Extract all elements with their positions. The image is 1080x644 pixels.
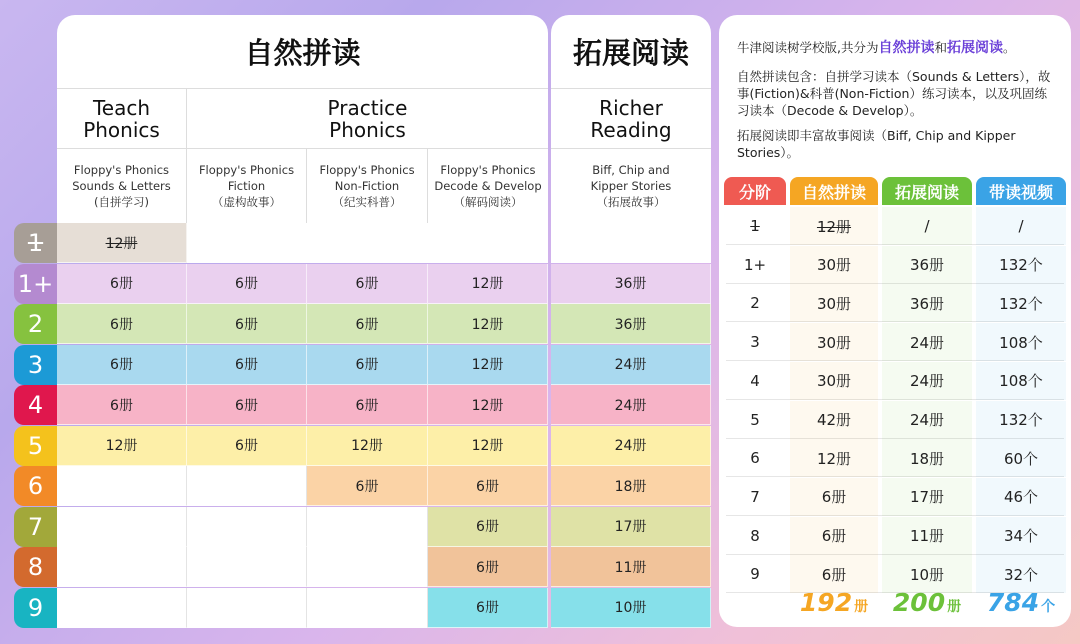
summary-cell: 9 [750, 565, 760, 584]
summary-cell: 60个 [976, 439, 1066, 477]
book-line: （纪实科普） [332, 195, 402, 209]
book-line: （拓展故事） [596, 195, 666, 209]
total-number: 192 [799, 588, 853, 617]
intro-highlight-natural: 自然拼读 [878, 40, 935, 56]
col-header-video: 带读视频 [976, 177, 1066, 205]
book-line: Decode & Develop [434, 179, 542, 193]
level-cell: 12册 [428, 385, 548, 425]
level-badge: 9 [14, 588, 57, 628]
summary-cell: / [976, 207, 1066, 245]
level-cell [187, 466, 307, 506]
extended-reading-header-card [551, 15, 711, 223]
summary-cell: 6 [750, 449, 760, 468]
level-cell [57, 588, 187, 628]
summary-cell: 32个 [976, 555, 1066, 593]
summary-cell: 11册 [882, 517, 972, 555]
book-line: Kipper Stories [590, 179, 672, 193]
level-cell: 6册 [307, 264, 428, 304]
level-cell: 6册 [307, 304, 428, 344]
level-row [14, 426, 711, 466]
level-cell: 6册 [307, 466, 428, 506]
summary-cell: 18册 [882, 439, 972, 477]
level-cell: 12册 [428, 345, 548, 385]
level-cell: 6册 [187, 426, 307, 466]
book-line: Floppy's Phonics [73, 163, 170, 177]
level-row [14, 507, 711, 547]
extended-reading-title: 拓展阅读 [551, 15, 711, 89]
level-cell [187, 223, 307, 263]
level-badge: 4 [14, 385, 57, 425]
book-line: (自拼学习) [94, 195, 149, 209]
total-number: 784 [986, 588, 1040, 617]
level-cell: 36册 [551, 264, 711, 304]
level-cell: 10册 [551, 588, 711, 628]
summary-cell: 7 [750, 487, 760, 506]
total-unit: 个 [1041, 599, 1056, 615]
book-line: Sounds & Letters [72, 179, 171, 193]
book-sounds-letters [57, 149, 187, 223]
book-biff-chip-kipper [551, 149, 711, 223]
summary-cell: 30册 [790, 362, 878, 400]
summary-cell: 42册 [790, 401, 878, 439]
intro-highlight-extended: 拓展阅读 [947, 40, 1003, 56]
level-cell: 24册 [551, 385, 711, 425]
summary-cell: 8 [750, 526, 760, 545]
level-row [14, 304, 711, 344]
level-cell: 6册 [307, 345, 428, 385]
practice-phonics-header [187, 89, 548, 149]
summary-cell: 6册 [790, 478, 878, 516]
natural-phonics-header-card [57, 15, 548, 223]
level-cell: 12册 [57, 223, 187, 263]
level-badge: 2 [14, 304, 57, 344]
level-cell [187, 547, 307, 587]
book-line: Floppy's Phonics [198, 163, 295, 177]
summary-cell: 1 [750, 217, 760, 235]
level-cell: 6册 [57, 264, 187, 304]
total-number: 200 [892, 588, 946, 617]
level-cell [307, 588, 428, 628]
summary-row [726, 362, 1064, 400]
total-natural [790, 588, 878, 620]
level-cell: 6册 [428, 507, 548, 547]
level-row [14, 547, 711, 587]
level-row [14, 588, 711, 628]
book-fiction [187, 149, 307, 223]
practice-line2: Phonics [329, 117, 406, 142]
level-cell: 12册 [428, 264, 548, 304]
extended-description: 拓展阅读即丰富故事阅读（Biff, Chip and Kipper Stories）。 [737, 128, 1016, 160]
summary-cell: 36册 [882, 246, 972, 284]
level-cell [57, 547, 187, 587]
level-cell: 36册 [551, 304, 711, 344]
summary-panel [719, 15, 1071, 627]
natural-phonics-title: 自然拼读 [57, 15, 548, 89]
level-row [14, 345, 711, 385]
level-badge: 1+ [14, 264, 57, 304]
summary-cell: 24册 [882, 323, 972, 361]
total-video [976, 588, 1066, 620]
intro-paragraph [737, 39, 1057, 57]
summary-cell: 6册 [790, 517, 878, 555]
summary-cell: 5 [750, 410, 760, 429]
book-line: Floppy's Phonics [319, 163, 415, 177]
level-row [14, 223, 711, 263]
summary-cell: 12册 [790, 207, 878, 245]
summary-row [726, 207, 1064, 245]
level-cell [551, 223, 711, 263]
summary-cell: 132个 [976, 246, 1066, 284]
level-cell [187, 507, 307, 547]
summary-cell: 36册 [882, 284, 972, 322]
teach-line1: Teach [92, 95, 151, 120]
total-unit: 册 [854, 599, 869, 615]
summary-cell: 17册 [882, 478, 972, 516]
book-line: Biff, Chip and [592, 163, 670, 177]
level-cell [307, 223, 428, 263]
richer-line1: Richer [599, 95, 663, 120]
practice-line1: Practice [327, 95, 408, 120]
level-badge: 7 [14, 507, 57, 547]
level-row [14, 385, 711, 425]
level-cell: 17册 [551, 507, 711, 547]
col-header-natural: 自然拼读 [790, 177, 878, 205]
summary-cell: 24册 [882, 401, 972, 439]
book-decode-develop [428, 149, 548, 223]
level-cell: 6册 [187, 345, 307, 385]
summary-cell: 46个 [976, 478, 1066, 516]
natural-description: 自然拼读包含：自拼学习读本（Sounds & Letters），故事(Fiction)&科普(Non-Fiction）练习读本，以及巩固练习读本（Decode & Develop）。 [737, 69, 1051, 118]
book-line: （解码阅读） [453, 195, 523, 209]
col-header-extended: 拓展阅读 [882, 177, 972, 205]
level-cell: 6册 [187, 385, 307, 425]
book-non-fiction [307, 149, 428, 223]
intro-text: 和 [934, 40, 947, 55]
richer-line2: Reading [590, 117, 672, 142]
summary-cell: 30册 [790, 284, 878, 322]
total-unit: 册 [947, 599, 962, 615]
summary-row [726, 517, 1064, 555]
summary-cell: 2 [750, 294, 760, 313]
summary-row [726, 401, 1064, 439]
level-badge: 3 [14, 345, 57, 385]
level-cell: 12册 [428, 426, 548, 466]
summary-row [726, 246, 1064, 284]
teach-line2: Phonics [83, 117, 160, 142]
col-header-level: 分阶 [724, 177, 786, 205]
summary-cell: 10册 [882, 555, 972, 593]
level-cell [428, 223, 548, 263]
level-row [14, 466, 711, 506]
intro-text: 。 [1003, 40, 1016, 55]
book-line: Floppy's Phonics [440, 163, 536, 177]
level-badge: 5 [14, 426, 57, 466]
level-badge: 6 [14, 466, 57, 506]
level-cell: 6册 [57, 385, 187, 425]
level-badge: 1 [14, 223, 57, 263]
summary-row [726, 439, 1064, 477]
total-extended [882, 588, 972, 620]
summary-cell: 30册 [790, 246, 878, 284]
level-cell [307, 507, 428, 547]
level-cell: 12册 [428, 304, 548, 344]
summary-cell: 24册 [882, 362, 972, 400]
summary-row [726, 478, 1064, 516]
summary-cell: 34个 [976, 517, 1066, 555]
level-cell: 6册 [57, 345, 187, 385]
intro-text: 牛津阅读树学校版,共分为 [737, 40, 879, 55]
level-cell: 24册 [551, 345, 711, 385]
level-cell [57, 507, 187, 547]
level-cell: 6册 [428, 547, 548, 587]
summary-cell: 108个 [976, 323, 1066, 361]
level-cell: 6册 [307, 385, 428, 425]
summary-cell: 4 [750, 371, 760, 390]
summary-cell: 108个 [976, 362, 1066, 400]
summary-cell: 132个 [976, 401, 1066, 439]
book-line: Fiction [227, 179, 266, 193]
summary-row [726, 323, 1064, 361]
level-cell [187, 588, 307, 628]
richer-reading-header [551, 89, 711, 149]
summary-cell: / [882, 207, 972, 245]
level-cell: 24册 [551, 426, 711, 466]
level-cell: 6册 [57, 304, 187, 344]
summary-row [726, 284, 1064, 322]
teach-phonics-header [57, 89, 187, 149]
summary-cell: 1+ [743, 255, 767, 274]
level-cell: 12册 [307, 426, 428, 466]
summary-cell: 30册 [790, 323, 878, 361]
level-cell: 6册 [187, 264, 307, 304]
book-line: （虚构故事） [212, 195, 281, 209]
level-cell: 18册 [551, 466, 711, 506]
level-cell: 12册 [57, 426, 187, 466]
summary-cell: 3 [750, 333, 760, 352]
level-cell [307, 547, 428, 587]
book-line: Non-Fiction [334, 179, 400, 193]
level-cell: 6册 [428, 588, 548, 628]
summary-cell: 6册 [790, 555, 878, 593]
summary-cell: 12册 [790, 439, 878, 477]
level-cell: 6册 [428, 466, 548, 506]
level-cell: 11册 [551, 547, 711, 587]
level-cell: 6册 [187, 304, 307, 344]
level-cell [57, 466, 187, 506]
summary-cell: 132个 [976, 284, 1066, 322]
level-badge: 8 [14, 547, 57, 587]
level-row [14, 264, 711, 304]
